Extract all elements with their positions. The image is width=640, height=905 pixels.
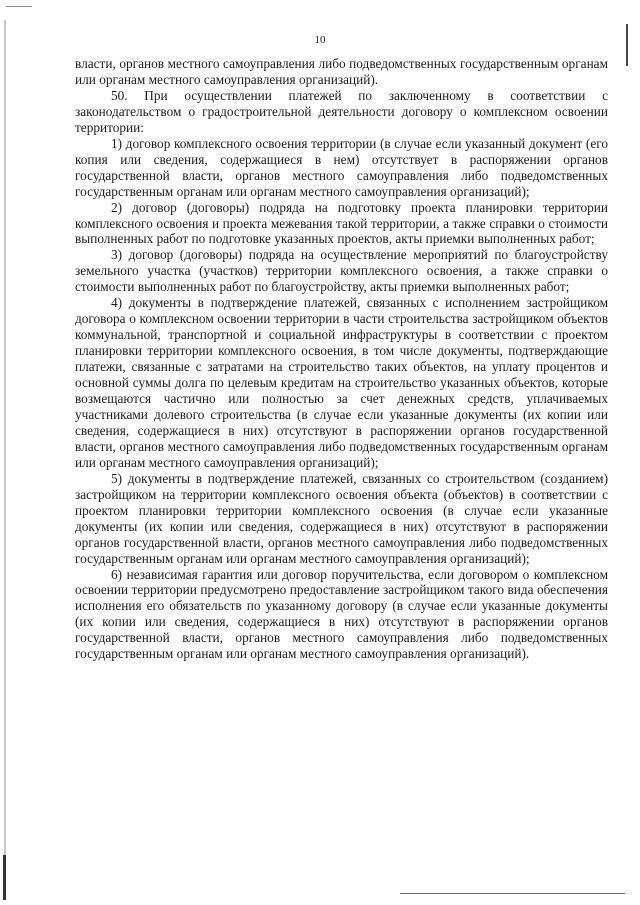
scan-artifact-left-edge [4, 20, 6, 900]
scan-artifact-bottom-line [400, 893, 625, 894]
paragraph-subitem-1: 1) договор комплексного освоения территории (в случае если указанный документ (его копия или сведения, содержащиеся в нем) отсутствует в распоряжении органов государственной власти, органов местного самоуправления либо подведомственных государственным органам или органам местного самоуправления организаций); [75, 135, 608, 199]
paragraph-subitem-6: 6) независимая гарантия или договор поручительства, если договором о комплексном освоении территории предусмотрено предоставление застройщиком такого вида обеспечения исполнения его обязательств по указанному договору (в случае если указанные документы (их копии или сведения, содержащиеся в них) отсутствуют в распоряжении органов государственной власти, органов местного самоуправления либо подведомственных государственным органам или органам местного самоуправления организаций). [75, 566, 608, 662]
scan-artifact-top-left [6, 6, 32, 7]
paragraph-item-50: 50. При осуществлении платежей по заключенному в соответствии с законодательством о градостроительной деятельности договору о комплексном освоении территории: [75, 87, 608, 135]
paragraph-continuation: власти, органов местного самоуправления либо подведомственных государственным органам или органам местного самоуправления организаций). [75, 56, 608, 87]
scan-artifact-left-edge-dark [3, 855, 6, 900]
paragraph-subitem-2: 2) договор (договоры) подряда на подготовку проекта планировки территории комплексного освоения и проекта межевания такой территории, а также справки о стоимости выполненных работ по подготовке указанных проектов, акты приемки выполненных работ; [75, 199, 608, 247]
page-number: 10 [314, 34, 326, 46]
paragraph-subitem-5: 5) документы в подтверждение платежей, связанных со строительством (созданием) застройщиком на территории комплексного освоения объекта (объектов) в соответствии с проектом планировки территории комплексного освоения (в случае если указанные документы (их копии или сведения, содержащиеся в них) отсутствуют в распоряжении органов государственной власти, органов местного самоуправления либо подведомственных государственным органам или органам местного самоуправления организаций); [75, 470, 608, 566]
document-body [75, 56, 608, 662]
paragraph-subitem-3: 3) договор (договоры) подряда на осуществление мероприятий по благоустройству земельного участка (участков) территории комплексного освоения, а также справки о стоимости выполненных работ по благоустройству, акты приемки выполненных работ; [75, 247, 608, 295]
paragraph-subitem-4: 4) документы в подтверждение платежей, связанных с исполнением застройщиком договора о комплексном освоении территории в части строительства застройщиком объектов коммунальной, транспортной и социальной инфраструктуры в соответствии с проектом планировки территории комплексного освоения, в том числе документы, подтверждающие платежи, связанные с затратами на строительство таких объектов, на уплату процентов и основной суммы долга по целевым кредитам на строительство указанных объектов, которые возмещаются частично или полностью за счет денежных средств, уплачиваемых участниками долевого строительства (в случае если указанные документы (их копии или сведения, содержащиеся в них) отсутствуют в распоряжении органов государственной власти, органов местного самоуправления либо подведомственных государственным органам или органам местного самоуправления организаций); [75, 295, 608, 470]
